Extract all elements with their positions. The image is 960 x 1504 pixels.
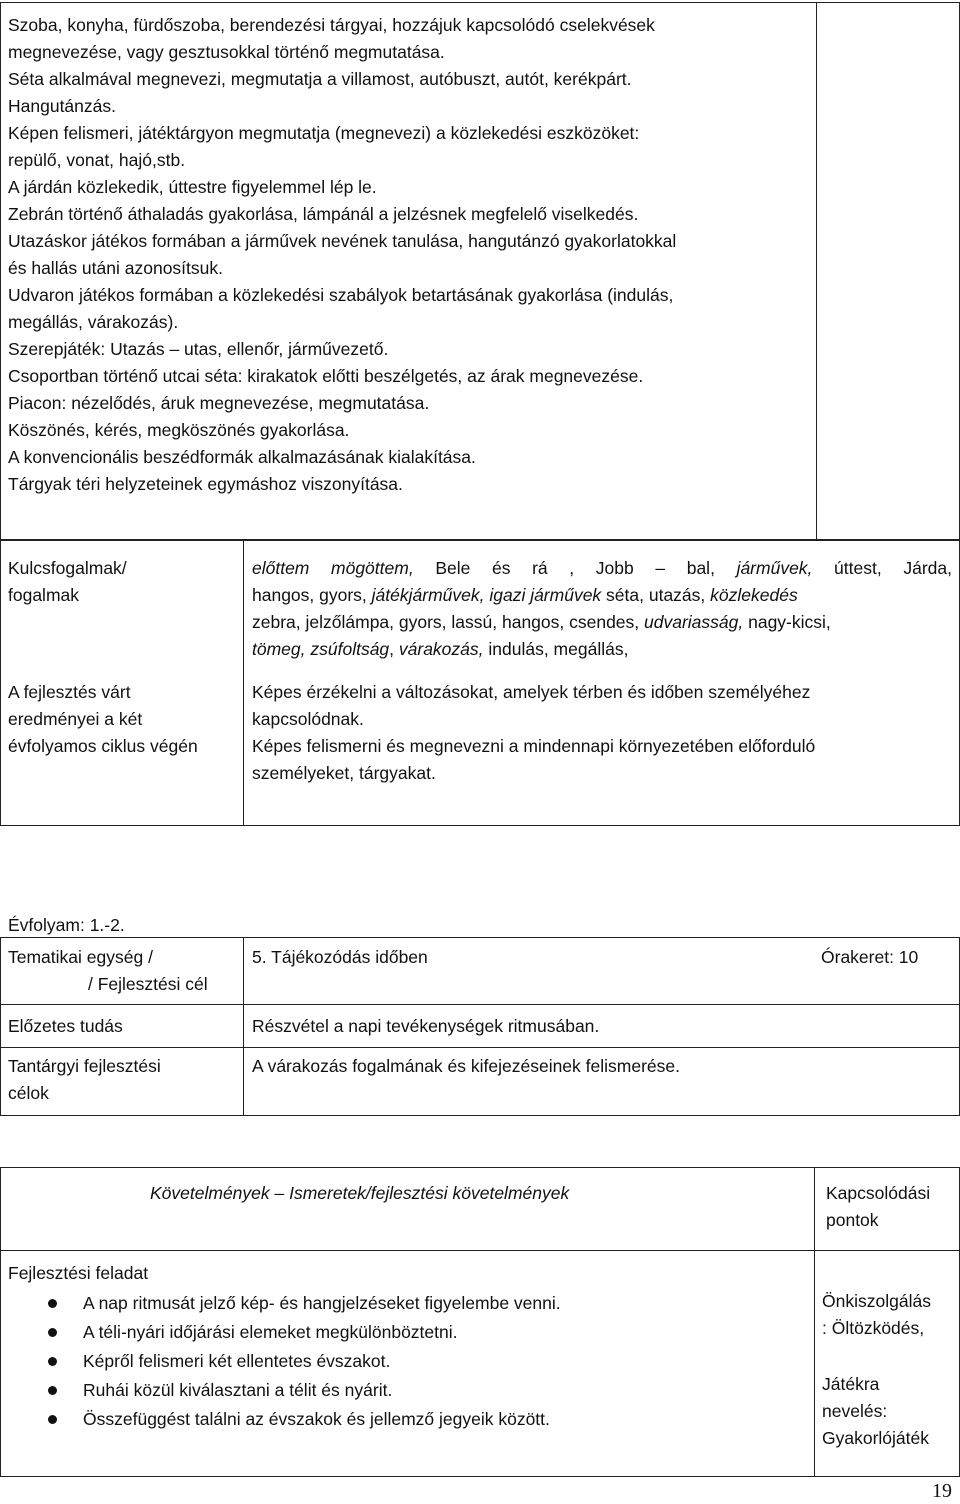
concept-word: –: [655, 558, 666, 578]
concept-word: rá: [532, 558, 548, 578]
concept-word: és: [491, 558, 511, 578]
concepts-line-4: [252, 636, 952, 663]
activity-line: Piacon: nézelődés, áruk megnevezése, megmutatása.: [8, 393, 430, 413]
concept-word: úttest,: [834, 558, 882, 578]
concept-text: ,: [389, 639, 399, 659]
requirements-header: Követelmények – Ismeretek/fejlesztési követelmények: [150, 1183, 570, 1203]
concepts-table-divider: [243, 540, 244, 826]
results-label: [8, 679, 198, 760]
unit-hours: Órakeret: 10: [821, 947, 919, 967]
concept-word: mögöttem,: [331, 558, 414, 578]
prior-knowledge-value: Részvétel a napi tevékenységek ritmusában.: [252, 1016, 600, 1036]
concept-word: előttem: [252, 558, 310, 578]
task-item: Képről felismeri két ellentetes évszakot.: [8, 1347, 561, 1376]
links-header-line: Kapcsolódási: [826, 1183, 931, 1203]
link-line: Játékra: [822, 1374, 880, 1394]
activity-line: A konvencionális beszédformák alkalmazásának kialakítása.: [8, 447, 476, 467]
concepts-label-line: fogalmak: [8, 585, 80, 605]
activity-line: Utazáskor játékos formában a járművek nevének tanulása, hangutánzó gyakorlatokkal: [8, 231, 677, 251]
concept-word: Jobb: [595, 558, 634, 578]
link-line: Önkiszolgálás: [822, 1291, 931, 1311]
goals-label-line: Tantárgyi fejlesztési: [8, 1056, 161, 1076]
activity-line: Hangutánzás.: [8, 96, 116, 116]
concept-text: várakozás,: [398, 639, 484, 659]
activity-line: Képen felismeri, játéktárgyon megmutatja (megnevezi) a közlekedési eszközöket:: [8, 123, 640, 143]
activity-line: Udvaron játékos formában a közlekedési szabályok betartásának gyakorlása (indulás,: [8, 285, 674, 305]
concept-text: játékjárművek, igazi járművek: [371, 585, 602, 605]
concepts-label-line: Kulcsfogalmak/: [8, 558, 127, 578]
results-line: Képes érzékelni a változásokat, amelyek térben és időben személyéhez: [252, 682, 811, 702]
results-label-line: évfolyamos ciklus végén: [8, 736, 198, 756]
concepts-label: [8, 555, 127, 609]
activity-line: repülő, vonat, hajó,stb.: [8, 150, 186, 170]
activities-list: [8, 12, 816, 498]
link-line: : Öltözködés,: [822, 1318, 925, 1338]
requirements-header-divider: [0, 1250, 960, 1251]
task-item: Ruhái közül kiválasztani a télit és nyárit.: [8, 1376, 561, 1405]
unit-label-line: Tematikai egység /: [8, 947, 153, 967]
goals-value: A várakozás fogalmának és kifejezéseinek felismerése.: [252, 1056, 680, 1076]
activity-line: és hallás utáni azonosítsuk.: [8, 258, 223, 278]
activity-line: Szerepjáték: Utazás – utas, ellenőr, járművezető.: [8, 339, 389, 359]
goals-label: [8, 1053, 161, 1107]
concept-word: ,: [569, 558, 575, 578]
concept-text: hangos, gyors,: [252, 585, 372, 605]
activity-line: Szoba, konyha, fürdőszoba, berendezési tárgyai, hozzájuk kapcsolódó cselekvések: [8, 15, 655, 35]
concept-text: indulás, megállás,: [483, 639, 629, 659]
concept-text: zebra, jelzőlámpa, gyors, lassú, hangos, csendes,: [252, 612, 645, 632]
concept-word: Járda,: [903, 558, 952, 578]
links-header-line: pontok: [826, 1210, 879, 1230]
results-label-line: eredményei a két: [8, 709, 143, 729]
requirements-table-divider: [814, 1167, 815, 1477]
activity-line: Tárgyak téri helyzeteinek egymáshoz viszonyítása.: [8, 474, 403, 494]
unit-title: 5. Tájékozódás időben: [252, 947, 428, 967]
grade-label: Évfolyam: 1.-2.: [8, 915, 125, 935]
links-values: [822, 1288, 931, 1452]
link-line: nevelés:: [822, 1401, 888, 1421]
prior-knowledge-label: Előzetes tudás: [8, 1016, 123, 1036]
concepts-line-2: [252, 582, 952, 609]
concept-text: tömeg, zsúfoltság: [252, 639, 390, 659]
activity-line: Csoportban történő utcai séta: kirakatok előtti beszélgetés, az árak megnevezése.: [8, 366, 644, 386]
concepts-values: [252, 555, 952, 663]
concept-word: Bele: [435, 558, 471, 578]
unit-label: [8, 944, 208, 998]
concept-text: udvariasság,: [644, 612, 744, 632]
concept-text: közlekedés: [710, 585, 798, 605]
activity-line: A járdán közlekedik, úttestre figyelemmel lép le.: [8, 177, 377, 197]
concepts-line-1: [252, 555, 952, 582]
concept-text: nagy-kicsi,: [743, 612, 831, 632]
results-values: [252, 679, 815, 787]
results-line: személyeket, tárgyakat.: [252, 763, 436, 783]
activity-line: Séta alkalmával megnevezi, megmutatja a villamost, autóbuszt, autót, kerékpárt.: [8, 69, 632, 89]
activities-table-divider: [816, 2, 817, 540]
task-item: A téli-nyári időjárási elemeket megkülönböztetni.: [8, 1318, 561, 1347]
unit-row-divider: [0, 1047, 960, 1048]
results-line: kapcsolódnak.: [252, 709, 364, 729]
page-number: 19: [932, 1480, 952, 1502]
goals-label-line: célok: [8, 1083, 49, 1103]
activity-line: Zebrán történő áthaladás gyakorlása, lámpánál a jelzésnek megfelelő viselkedés.: [8, 204, 639, 224]
task-item: Összefüggést találni az évszakok és jellemző jegyeik között.: [8, 1405, 561, 1434]
task-list: [8, 1289, 561, 1434]
results-label-line: A fejlesztés várt: [8, 682, 131, 702]
concept-text: séta, utazás,: [601, 585, 711, 605]
task-item: A nap ritmusát jelző kép- és hangjelzéseket figyelembe venni.: [8, 1289, 561, 1318]
unit-label-line: / Fejlesztési cél: [88, 974, 208, 994]
task-label: Fejlesztési feladat: [8, 1263, 149, 1283]
unit-table-divider: [243, 937, 244, 1116]
activity-line: Köszönés, kérés, megköszönés gyakorlása.: [8, 420, 350, 440]
activity-line: megállás, várakozás).: [8, 312, 179, 332]
links-header: [826, 1180, 930, 1234]
concept-word: bal,: [686, 558, 715, 578]
activity-line: megnevezése, vagy gesztusokkal történő megmutatása.: [8, 42, 445, 62]
concepts-line-3: [252, 609, 952, 636]
concept-word: járművek,: [736, 558, 813, 578]
link-line: Gyakorlójáték: [822, 1428, 929, 1448]
results-line: Képes felismerni és megnevezni a mindennapi környezetében előforduló: [252, 736, 816, 756]
unit-row-divider: [0, 1004, 960, 1005]
